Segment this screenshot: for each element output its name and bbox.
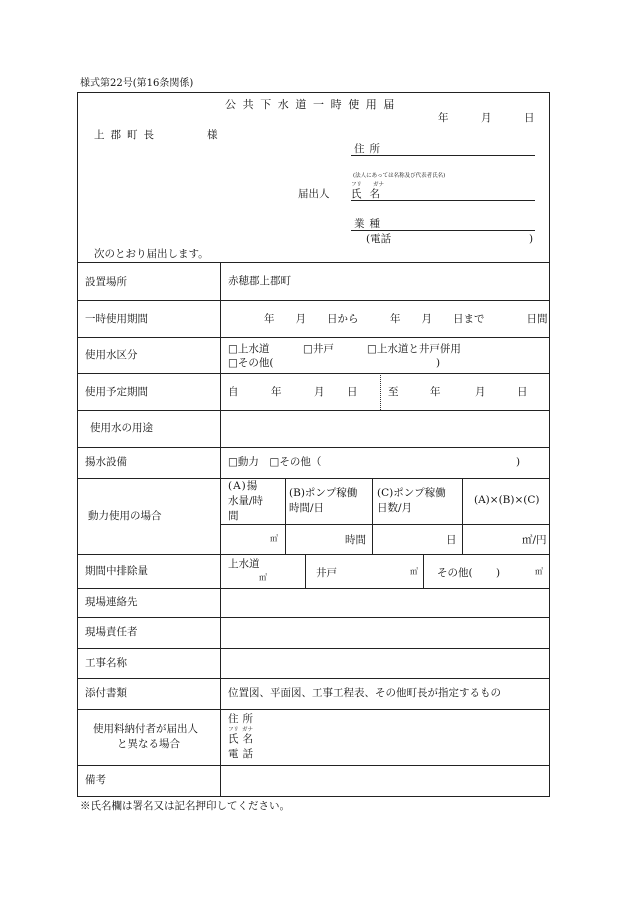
attachments-value: 位置図、平面図、工事工程表、その他町長が指定するもの [228,687,501,699]
unit-c: 日 [446,534,457,546]
option-water-supply[interactable]: □上水道 [228,343,270,355]
payer-address-label: 住所 [228,713,257,725]
name-line[interactable] [351,200,535,201]
notifier-label: 届出人 [298,188,330,200]
col-a-line3: 間 [228,510,239,522]
col-b-line1: (B)ポンプ稼働 [289,487,358,499]
unit-a: ㎥ [270,534,278,543]
payer-label-line1: 使用料納付者が届出人 [93,723,198,735]
col-c-line1: (C)ポンプ稼働 [377,487,446,499]
intro-text: 次のとおり届出します。 [94,248,209,260]
payer-name-label: 氏名 [228,733,257,745]
option-combined[interactable]: □上水道と井戸併用 [367,343,461,355]
remarks-label: 備考 [85,774,106,786]
form-title: 公共下水道一時使用届 [225,98,401,111]
name-furigana-2: ガナ [373,182,385,188]
schedule-to: 至 [388,386,399,398]
discharge-water: 上水道 [228,558,260,570]
schedule-to-year: 年 [430,386,441,398]
schedule-from-day: 日 [347,386,358,398]
form-number: 様式第22号(第16条関係) [80,78,194,89]
pumping-options[interactable]: □動力 □その他（ [228,456,322,468]
unit-d: ㎥/円 [522,534,547,546]
corporate-note: (法人にあっては名称及び代表者氏名) [353,173,446,179]
col-a-line2: 水量/時 [228,495,264,507]
attachments-label: 添付書類 [85,687,127,699]
water-class-label: 使用水区分 [85,349,138,361]
date-day-label: 日 [524,112,535,124]
address-line[interactable] [351,155,535,156]
addressee-suffix: 様 [207,129,218,141]
col-c-line2: 日数/月 [377,502,413,514]
schedule-from-year: 年 [271,386,282,398]
name-furigana-1: フリ [351,182,362,188]
period-value[interactable]: 年 月 日から 年 月 日まで 日間 [264,313,548,325]
discharge-well-unit: ㎥ [410,567,418,576]
schedule-to-month: 月 [475,386,486,398]
col-d-header: (A)×(B)×(C) [474,494,540,506]
contact-label: 現場連絡先 [85,596,138,608]
phone-open: (電話 [366,233,392,245]
power-label: 動力使用の場合 [88,510,162,522]
phone-close: ) [529,233,534,245]
work-name-label: 工事名称 [85,657,127,669]
schedule-label: 使用予定期間 [85,386,148,398]
footnote: ※氏名欄は署名又は記名押印してください。 [80,800,290,812]
schedule-to-day: 日 [517,386,528,398]
discharge-other-close: ) [496,567,501,579]
pumping-label: 揚水設備 [85,456,127,468]
business-label: 業種 [354,218,385,230]
payer-label-line2: と異なる場合 [117,738,180,750]
schedule-from-month: 月 [314,386,325,398]
period-label: 一時使用期間 [85,313,148,325]
business-line[interactable] [351,230,535,231]
payer-phone-label: 電話 [228,748,257,760]
option-well[interactable]: □井戸 [303,343,334,355]
addressee: 上郡町長 [94,129,160,141]
discharge-water-unit: ㎥ [259,573,267,582]
purpose-label: 使用水の用途 [90,422,153,434]
option-other[interactable]: □その他( [228,357,274,369]
unit-b: 時間 [345,534,366,546]
manager-label: 現場責任者 [85,626,138,638]
discharge-other: その他( [437,567,473,579]
date-month-label: 月 [481,112,492,124]
location-label: 設置場所 [85,276,127,288]
pumping-close: ) [516,456,521,468]
location-value[interactable]: 赤穂郡上郡町 [228,275,291,287]
option-other-close: ) [436,357,441,369]
col-a-line1: (A)揚 [228,480,259,492]
col-b-line2: 時間/日 [289,502,325,514]
discharge-other-unit: ㎥ [535,567,543,576]
date-year-label: 年 [438,112,449,124]
schedule-from: 自 [228,386,239,398]
payer-furigana-2: ガナ [242,727,254,733]
payer-furigana-1: フリ [228,727,239,733]
discharge-label: 期間中排除量 [85,565,148,577]
name-label: 氏名 [351,188,388,200]
discharge-well: 井戸 [316,567,337,579]
address-label: 住所 [354,143,385,155]
